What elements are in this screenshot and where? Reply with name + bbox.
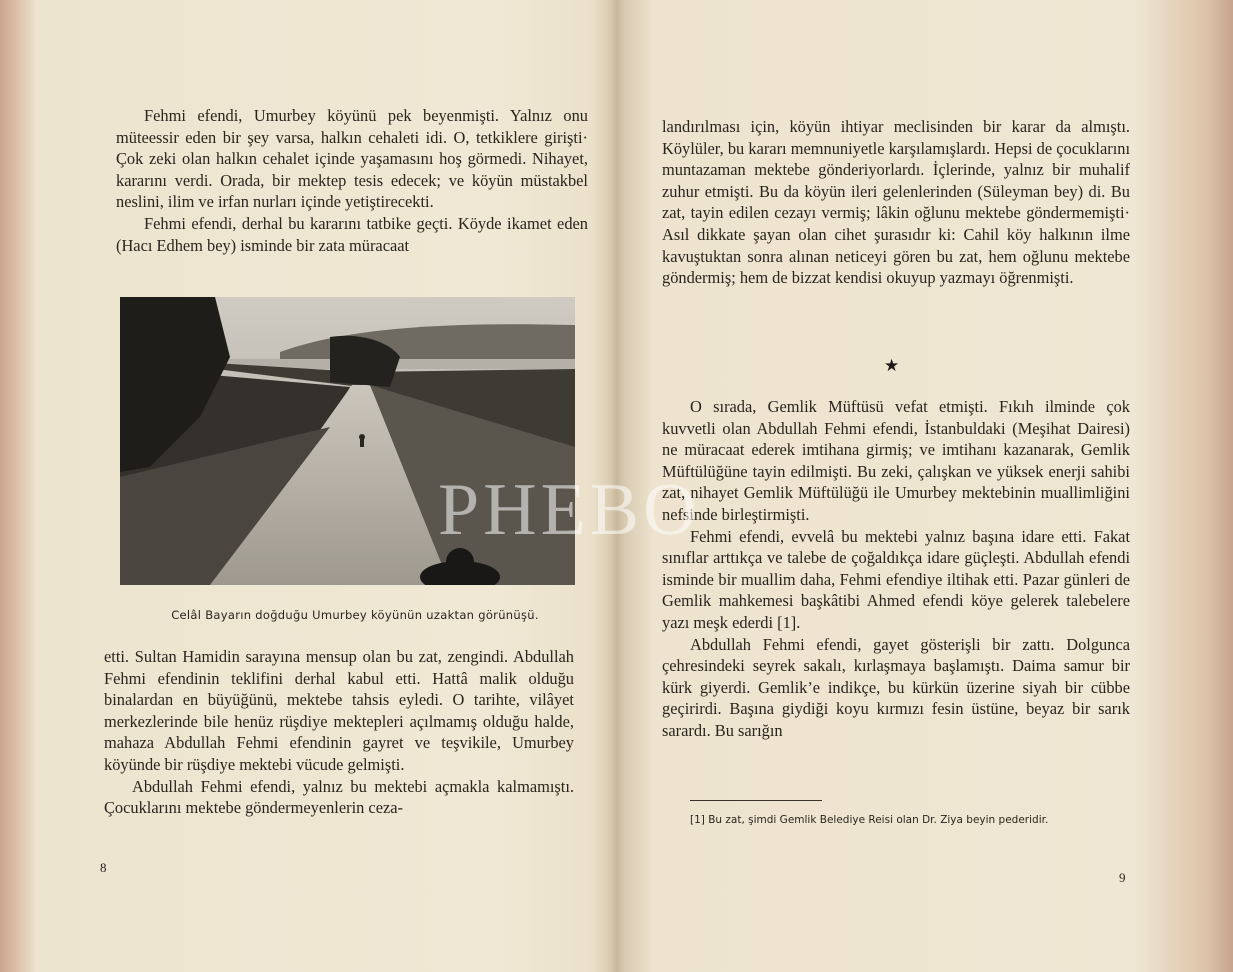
- left-text-bottom: [104, 646, 574, 819]
- page-number: 9: [1119, 870, 1126, 885]
- paragraph: landırılması için, köyün ihtiyar meclisinden bir karar da almıştı. Köylüler, bu kararı memnuniyetle karşılamışlardı. Hepsi de çocuklarını muntazaman mektebe gönderiyorlardı. İçlerinde, yalnız bir muhalif zuhur etmişti. Bu da köyün ileri gelenlerinden (Süleyman bey) di. Bu zat, tayin edilen cezayı vermiş; lâkin oğlunu mektebe göndermemişti· Asıl dikkate şayan olan cihet şurasıdır ki: Cahil köy halkının ilme kavuştuktan sonra alınan neticeyi gören bu zat, hem oğlunu mektebe göndermiş; hem de bizzat kendisi okuyup yazmayı öğrenmişti.: [662, 117, 1130, 288]
- right-text-bottom: [662, 396, 1130, 742]
- watermark: PHEBO: [438, 469, 701, 551]
- paragraph: etti. Sultan Hamidin sarayına mensup olan bu zat, zengindi. Abdullah Fehmi efendinin teklifini derhal kabul etti. Hattâ malik olduğu binalardan en büyüğünü, mektebe tahsis eyledi. O tarihte, vilâyet merkezlerinde bile henüz rüşdiye mektepleri açılmamış olduğu halde, mahaza Abdullah Fehmi efendinin gayret ve teşvikile, Umurbey köyünde bir rüşdiye mektebi vücude gelmişti.: [104, 647, 574, 774]
- section-star: ★: [884, 356, 900, 376]
- right-text-top: [662, 116, 1130, 289]
- paragraph: Fehmi efendi, Umurbey köyünü pek beyenmişti. Yalnız onu müteessir eden bir şey varsa, halkın cehaleti idi. O, tetkiklere girişti· Çok zeki olan halkın cehalet içinde yaşamasını hoş görmedi. Nihayet, kararını verdi. Orada, bir mektep tesis edecek; ve köyün müstakbel neslini, ilim ve irfan nurları içinde yetiştirecekti.: [116, 106, 588, 212]
- page-number: 8: [100, 860, 107, 875]
- paragraph: Abdullah Fehmi efendi, gayet gösterişli bir zattı. Dolgunca çehresindeki seyrek sakalı, kırlaşmaya başlamıştı. Daima samur bir kürk giyerdi. Gemlik’e indikçe, bu kürkün üzerine siyah bir cübbe geçirirdi. Başına giydiği koyu kırmızı fesin üstüne, beyaz bir sarık sarardı. Bu sarığın: [662, 634, 1130, 740]
- paragraph: O sırada, Gemlik Müftüsü vefat etmişti. Fıkıh ilminde çok kuvvetli olan Abdullah Fehmi efendi, İstanbuldaki (Meşihat Dairesi) ne müracaat ederek imtihana girmiş; ve imtihanı kazanarak, Gemlik Müftülüğüne tayin edilmişti. Bu zeki, çalışkan ve yüksek enerji sahibi zat, nihayet Gemlik Müftülüğü ile Umurbey mektebinin muallimliğini nefsinde birleştirmişti.: [662, 397, 1130, 524]
- paragraph: Fehmi efendi, evvelâ bu mektebi yalnız başına idare etti. Fakat sınıflar arttıkça ve talebe de çoğaldıkça idare güçleşti. Abdullah efendi isminde bir muallim daha, Fehmi efendiye iltihak etti. Pazar günleri de Gemlik mahkemesi başkâtibi Ahmed efendi köye gelerek talebelere yazı meşk ederdi [1].: [662, 526, 1130, 632]
- footnote-rule: [690, 800, 822, 801]
- photo-caption: Celâl Bayarın doğduğu Umurbey köyünün uzaktan görünüşü.: [171, 608, 539, 622]
- footnote: [1] Bu zat, şimdi Gemlik Belediye Reisi olan Dr. Ziya beyin pederidir.: [690, 814, 1049, 826]
- paragraph: Abdullah Fehmi efendi, yalnız bu mektebi açmakla kalmamıştı. Çocuklarını mektebe göndermeyenlerin ceza-: [104, 776, 574, 818]
- paragraph: Fehmi efendi, derhal bu kararını tatbike geçti. Köyde ikamet eden (Hacı Edhem bey) isminde bir zata müracaat: [116, 213, 588, 255]
- right-page: [622, 0, 1222, 972]
- left-text-top: [116, 105, 588, 256]
